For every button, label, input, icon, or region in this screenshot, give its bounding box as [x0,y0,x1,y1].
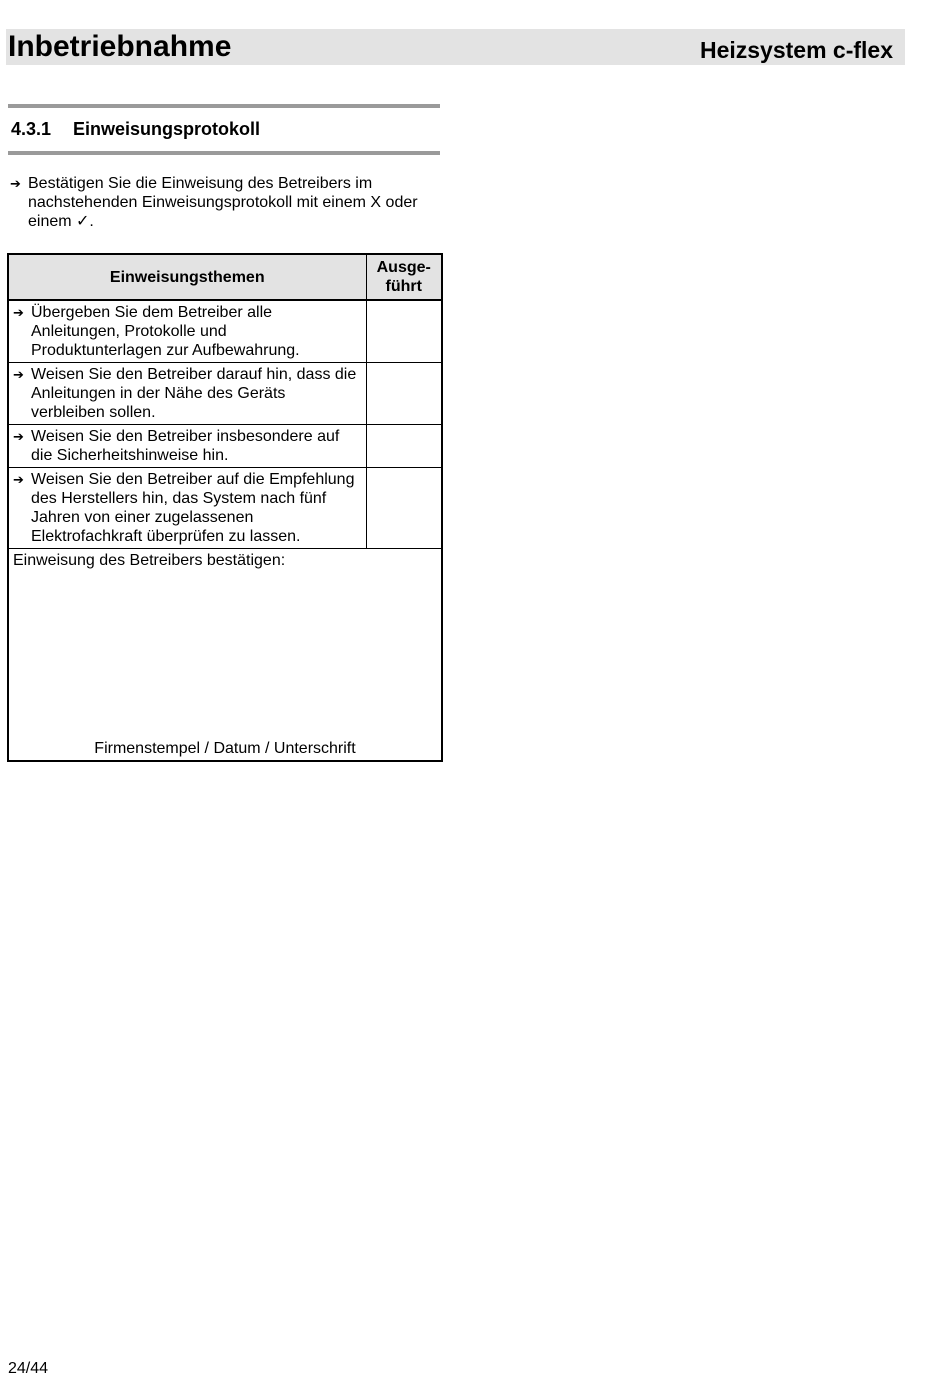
page-title: Inbetriebnahme [8,30,232,63]
topic-text: Weisen Sie den Betreiber darauf hin, dass die Anleitungen in der Nähe des Geräts verbleiben sollen. [31,366,357,421]
topic-text: Weisen Sie den Betreiber insbesondere auf die Sicherheitshinweise hin. [31,428,340,464]
page-number: 24/44 [8,1360,49,1377]
table-header-row [8,254,442,300]
arrow-right-icon: ➔ [13,429,24,444]
header-bar [6,29,905,65]
topic-cell [8,425,366,468]
confirmation-label: Einweisung des Betreibers bestätigen: [13,552,286,569]
topic-text: Weisen Sie den Betreiber auf die Empfehlung des Herstellers hin, das System nach fünf Jahren von einer zugelassenen Elektrofachkraft überprüfen zu lassen. [31,471,355,545]
intro-instruction [10,174,435,231]
section-rule-bottom [8,151,440,155]
arrow-right-icon: ➔ [13,472,24,487]
done-checkbox-cell[interactable] [366,300,442,363]
table-row [8,468,442,549]
done-checkbox-cell[interactable] [366,425,442,468]
done-checkbox-cell[interactable] [366,363,442,425]
table-row [8,300,442,363]
confirmation-row [8,549,442,762]
section-title: Einweisungsprotokoll [73,119,261,139]
product-name: Heizsystem c-flex [699,37,893,63]
topic-text: Übergeben Sie dem Betreiber alle Anleitungen, Protokolle und Produktunterlagen zur Aufbewahrung. [31,304,300,359]
topic-cell [8,363,366,425]
signature-label: Firmenstempel / Datum / Unterschrift [94,740,356,757]
table-row [8,425,442,468]
header-done: Ausge-führt [366,254,442,300]
section-heading [11,118,260,140]
topic-cell [8,300,366,363]
intro-text: Bestätigen Sie die Einweisung des Betreibers im nachstehenden Einweisungsprotokoll mit einem X oder einem ✓. [28,175,418,230]
section-rule-top [8,104,440,108]
arrow-right-icon: ➔ [13,305,24,320]
arrow-right-icon: ➔ [10,176,21,191]
done-checkbox-cell[interactable] [366,468,442,549]
topic-cell [8,468,366,549]
protocol-table [7,253,443,762]
header-topics: Einweisungsthemen [8,254,366,300]
arrow-right-icon: ➔ [13,367,24,382]
signature-area[interactable] [8,549,442,762]
table-row [8,363,442,425]
section-number: 4.3.1 [11,119,52,139]
